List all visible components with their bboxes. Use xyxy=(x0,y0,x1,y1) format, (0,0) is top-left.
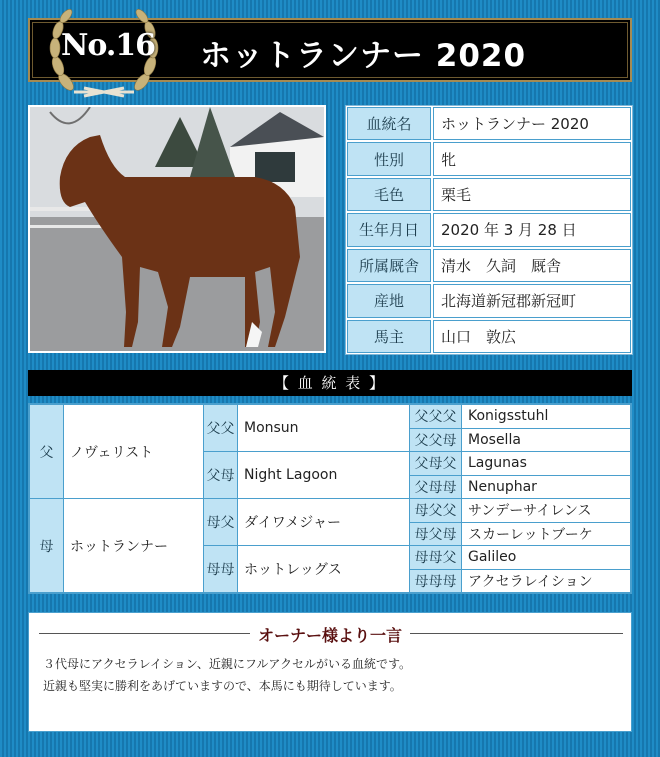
info-value-pedigree-name: ホットランナー 2020 xyxy=(433,107,631,140)
gen3-label: 母母父 xyxy=(410,546,462,570)
gen3-name: Nenuphar xyxy=(462,475,631,499)
gen3-label: 母父父 xyxy=(410,499,462,523)
dam-name: ホットランナー xyxy=(64,499,204,593)
gen2-name: Monsun xyxy=(238,405,410,452)
gen3-name: Lagunas xyxy=(462,452,631,476)
table-row xyxy=(30,405,631,429)
info-value-owner: 山口 敦広 xyxy=(433,320,631,353)
owner-message-title-text: オーナー様より一言 xyxy=(250,626,410,645)
gen2-name: Night Lagoon xyxy=(238,452,410,499)
info-value-origin: 北海道新冠郡新冠町 xyxy=(433,284,631,317)
sire-name: ノヴェリスト xyxy=(64,405,204,499)
gen3-label: 父父母 xyxy=(410,428,462,452)
info-value-sex: 牝 xyxy=(433,142,631,175)
horse-info-table xyxy=(345,105,633,355)
pedigree-heading: 【 血 統 表 】 xyxy=(28,370,632,396)
owner-message-header xyxy=(29,623,631,643)
gen3-name: Mosella xyxy=(462,428,631,452)
gen3-name: Galileo xyxy=(462,546,631,570)
gen2-label: 母母 xyxy=(204,546,238,593)
gen3-label: 父母父 xyxy=(410,452,462,476)
gen2-label: 父父 xyxy=(204,405,238,452)
dam-label: 母 xyxy=(30,499,64,593)
page-title: ホットランナー 2020 xyxy=(200,38,527,74)
gen2-label: 父母 xyxy=(204,452,238,499)
horse-photo-image xyxy=(30,107,324,351)
info-label-birthdate: 生年月日 xyxy=(347,213,431,246)
gen2-label: 母父 xyxy=(204,499,238,546)
owner-message-line: 近親も堅実に勝利をあげていますので、本馬にも期待しています。 xyxy=(43,679,402,693)
info-label-coat: 毛色 xyxy=(347,178,431,211)
info-label-pedigree-name: 血統名 xyxy=(347,107,431,140)
gen3-label: 母母母 xyxy=(410,569,462,593)
horse-photo xyxy=(28,105,326,353)
gen3-label: 父父父 xyxy=(410,405,462,429)
info-label-stable: 所属厩舎 xyxy=(347,249,431,282)
pedigree-table xyxy=(28,403,632,594)
gen3-name: アクセラレイション xyxy=(462,569,631,593)
gen2-name: ダイワメジャー xyxy=(238,499,410,546)
owner-message-body xyxy=(43,653,411,697)
gen3-name: スカーレットブーケ xyxy=(462,522,631,546)
owner-message-box xyxy=(28,612,632,732)
gen2-name: ホットレッグス xyxy=(238,546,410,593)
gen3-label: 父母母 xyxy=(410,475,462,499)
gen3-name: サンデーサイレンス xyxy=(462,499,631,523)
info-label-sex: 性別 xyxy=(347,142,431,175)
info-value-coat: 栗毛 xyxy=(433,178,631,211)
gen3-label: 母父母 xyxy=(410,522,462,546)
owner-message-title xyxy=(29,623,631,646)
table-row xyxy=(30,499,631,523)
info-value-birthdate: 2020 年 3 月 28 日 xyxy=(433,213,631,246)
sire-label: 父 xyxy=(30,405,64,499)
entry-number: No.16 xyxy=(60,28,156,63)
info-value-stable: 清水 久詞 厩舎 xyxy=(433,249,631,282)
info-label-origin: 産地 xyxy=(347,284,431,317)
info-label-owner: 馬主 xyxy=(347,320,431,353)
owner-message-line: ３代母にアクセラレイション、近親にフルアクセルがいる血統です。 xyxy=(43,657,412,671)
gen3-name: Konigsstuhl xyxy=(462,405,631,429)
